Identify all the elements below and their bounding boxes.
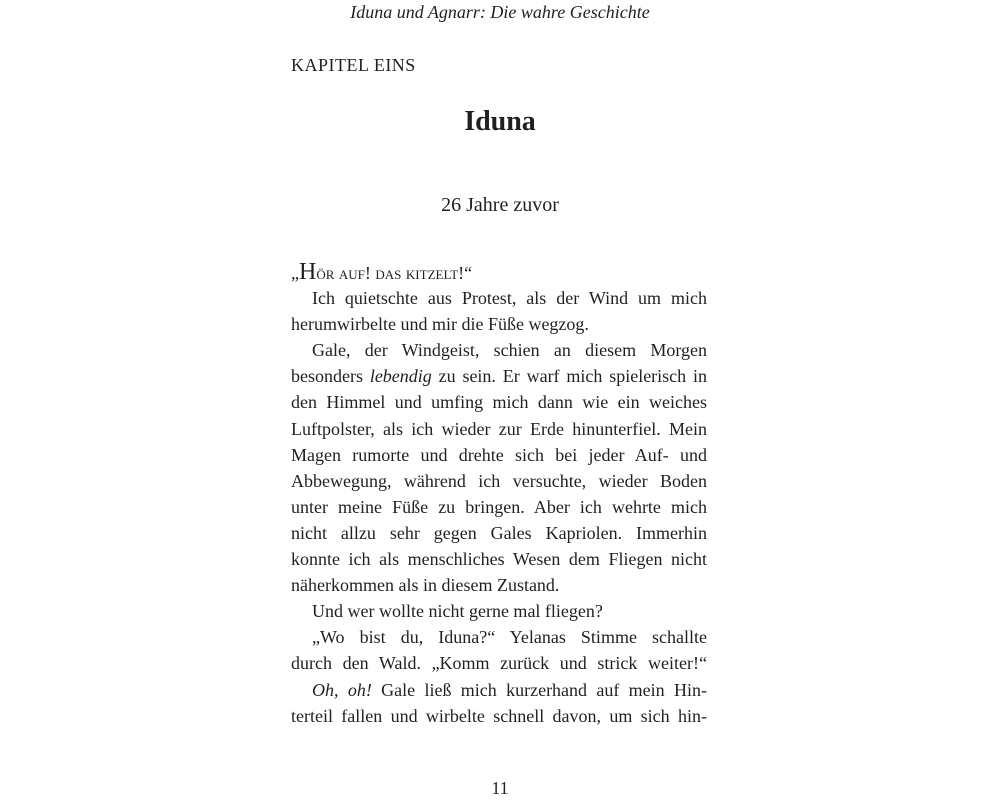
text-line: nicht allzu sehr gegen Gales Kapriolen. Immerhin: [291, 522, 707, 543]
text-line: Und wer wollte nicht gerne mal fliegen?: [312, 601, 603, 622]
text-segment: besonders: [291, 366, 370, 387]
text-line: Gale, der Windgeist, schien an diesem Morgen: [312, 340, 707, 361]
opening-initial: H: [299, 259, 317, 285]
text-line: Luftpolster, als ich wieder zur Erde hinunterfiel. Mein: [291, 418, 707, 439]
text-line: [291, 677, 707, 703]
text-line: terteil fallen und wirbelte schnell davon, um sich hin-: [291, 705, 707, 726]
opening-quote-close: “: [464, 263, 473, 283]
text-line: konnte ich als menschliches Wesen dem Fliegen nicht: [291, 549, 707, 570]
text-line: [291, 363, 707, 389]
opening-line: [291, 259, 707, 285]
opening-rest: ör auf! das kitzelt!: [316, 263, 465, 283]
text-line: Ich quietschte aus Protest, als der Wind um mich: [312, 288, 707, 309]
chapter-subtitle: 26 Jahre zuvor: [441, 194, 559, 216]
chapter-title: Iduna: [464, 106, 536, 137]
opening-quote-open: „: [291, 263, 299, 283]
text-line: Magen rumorte und drehte sich bei jeder Auf- und: [291, 444, 707, 465]
body-text: [291, 259, 707, 729]
page-number: 11: [491, 778, 509, 798]
text-segment: Gale ließ mich kurzerhand auf mein Hin-: [371, 679, 707, 700]
text-line: „Wo bist du, Iduna?“ Yelanas Stimme schallte: [312, 627, 707, 648]
text-line: unter meine Füße zu bringen. Aber ich wehrte mich: [291, 496, 707, 517]
text-segment: zu sein. Er warf mich spielerisch in: [431, 366, 707, 387]
text-line: näherkommen als in diesem Zustand.: [291, 575, 560, 596]
chapter-label: KAPITEL EINS: [291, 55, 416, 75]
emphasis-lebendig: lebendig: [369, 366, 432, 387]
emphasis-oh-oh: Oh, oh!: [312, 679, 372, 700]
text-line: Abbewegung, während ich versuchte, wieder Boden: [291, 470, 707, 491]
text-line: den Himmel und umfing mich dann wie ein weiches: [291, 392, 707, 413]
text-line: durch den Wald. „Komm zurück und strick weiter!“: [291, 653, 707, 674]
running-head: Iduna und Agnarr: Die wahre Geschichte: [350, 2, 650, 22]
text-line: herumwirbelte und mir die Füße wegzog.: [291, 314, 589, 335]
